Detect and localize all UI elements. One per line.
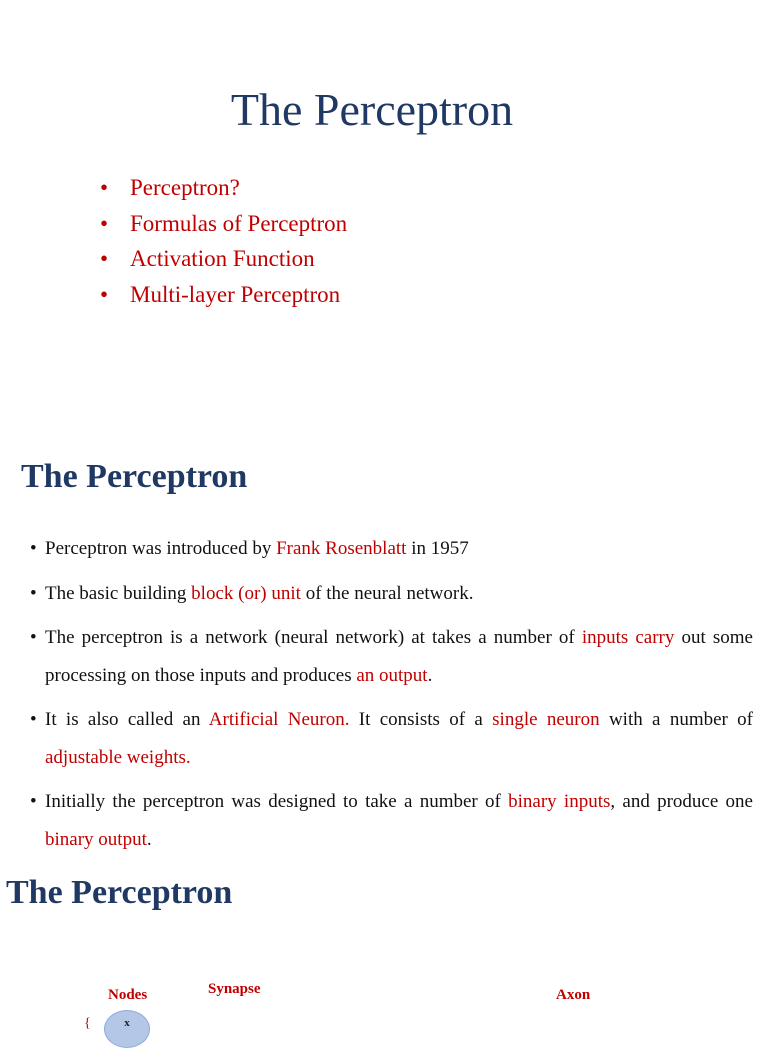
bullet-icon: • [100,281,109,307]
intro-bullet [30,619,753,694]
body-text: in 1957 [406,538,469,559]
synapse-label: Synapse [208,981,261,997]
agenda-title: The Perceptron [230,84,514,135]
node-label: x [124,1017,130,1029]
highlight-text: single neuron [492,709,600,730]
agenda-item: • Formulas of Perceptron [100,206,347,242]
body-text: It is also called an [45,709,209,730]
slide-intro [0,440,768,860]
highlight-text: inputs carry [581,627,675,648]
diagram-title: The Perceptron [6,874,233,911]
axon-label: Axon [556,987,591,1003]
bullet-icon: • [30,582,37,604]
body-text: Perceptron was introduced by [45,538,277,559]
slide-diagram [0,870,768,1031]
bullet-icon: • [30,627,37,648]
intro-bullet [30,530,753,568]
body-text: Initially the perceptron was designed to take a number of [45,791,509,812]
agenda-list [100,170,347,312]
body-text: . [146,828,152,850]
slide-agenda [0,0,768,420]
bullet-icon: • [30,538,37,559]
body-text: . [427,664,433,686]
body-text: The perceptron is a network (neural network) at takes a number of [45,627,582,648]
agenda-item: • Multi-layer Perceptron [100,277,347,313]
intro-bullet [30,575,753,613]
body-text: , and produce one [610,791,753,812]
body-text: with a number of [599,709,754,730]
body-text: out some processing on those inputs and produces [45,627,753,686]
body-text: It consists of a [349,709,493,730]
brace-icon: { [84,1016,91,1031]
input-node [104,1010,150,1048]
intro-bullet-list [30,530,753,865]
bullet-icon: • [30,791,37,812]
agenda-item: • Perceptron? [100,170,347,206]
intro-title: The Perceptron [21,458,248,495]
highlight-text: Frank Rosenblatt [276,538,407,559]
highlight-text: an output [356,664,428,686]
highlight-text: binary inputs [508,791,611,812]
bullet-icon: • [100,175,109,200]
body-text: The basic building [45,582,192,604]
highlight-text: adjustable weights. [45,746,191,768]
bullet-icon: • [30,709,37,730]
body-text: of the neural network. [300,582,474,604]
intro-bullet [30,783,753,858]
bullet-icon: • [100,210,109,236]
bullet-icon: • [100,246,109,271]
agenda-item: • Activation Function [100,241,347,277]
nodes-label: Nodes [108,987,148,1003]
highlight-text: block (or) unit [191,582,301,604]
intro-bullet [30,701,753,776]
highlight-text: binary output [45,828,147,850]
highlight-text: Artificial Neuron. [208,709,350,730]
